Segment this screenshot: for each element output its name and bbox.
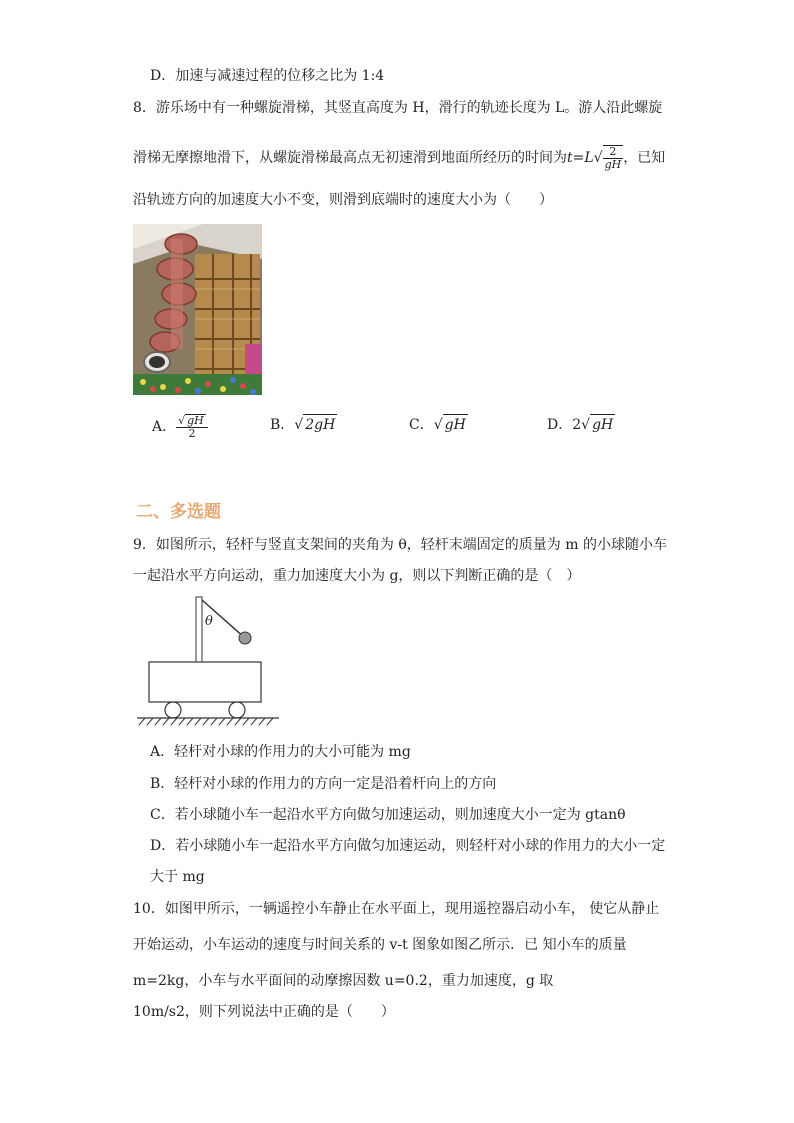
q8-time-formula: t=L (567, 150, 594, 166)
q7-option-d: D．加速与减速过程的位移之比为 1:4 (150, 68, 385, 84)
q8-option-a-num: gH (187, 414, 204, 427)
q8-option-b-expr: 2gH (303, 414, 337, 435)
q8-stem-line-2-text: 滑梯无摩擦地滑下，从螺旋滑梯最高点无初速滑到地面所经历的时间为 (133, 150, 567, 166)
q8-option-d[interactable] (547, 414, 615, 435)
sqrt-sign-icon: √ (593, 150, 603, 166)
spiral-slide-photo (133, 224, 262, 395)
q9-option-c[interactable]: C．若小球随小车一起沿水平方向做匀加速运动，则加速度大小一定为 gtanθ (150, 807, 626, 823)
sqrt-sign-icon: √ (581, 417, 591, 433)
q8-option-d-coef: 2 (572, 417, 582, 433)
q8-stem-line-1: 8．游乐场中有一种螺旋滑梯，其竖直高度为 H，滑行的轨迹长度为 L。游人沿此螺旋 (133, 100, 663, 116)
q9-option-a[interactable]: A．轻杆对小球的作用力的大小可能为 mg (150, 744, 411, 760)
q8-option-a[interactable] (152, 414, 208, 440)
q9-option-d[interactable]: D．若小球随小车一起沿水平方向做匀加速运动，则轻杆对小球的作用力的大小一定 (150, 838, 666, 854)
sqrt-sign-icon: √ (294, 417, 304, 433)
q8-option-c-expr: gH (443, 414, 468, 435)
q10-stem-line-1: 10．如图甲所示，一辆遥控小车静止在水平面上，现用遥控器启动小车， 使它从静止 (133, 901, 660, 917)
q9-stem-line-2: 一起沿水平方向运动，重力加速度大小为 g，则以下判断正确的是（ ） (133, 568, 581, 584)
q8-frac-num: 2 (603, 146, 624, 159)
q8-option-a-fraction (176, 414, 208, 440)
q8-option-b-label: B． (270, 417, 295, 433)
angle-theta-label: θ (205, 614, 213, 629)
q8-stem-line-3: 沿轨迹方向的加速度大小不变，则滑到底端时的速度大小为（ ） (133, 192, 553, 208)
q8-option-c-label: C． (409, 417, 434, 433)
q9-stem-line-1: 9．如图所示，轻杆与竖直支架间的夹角为 θ，轻杆末端固定的质量为 m 的小球随小车 (133, 537, 667, 553)
q10-stem-line-3: m=2kg，小车与水平面间的动摩擦因数 u=0.2，重力加速度，g 取 (133, 973, 554, 989)
sqrt-sign-icon: √ (178, 414, 186, 427)
q8-option-d-expr: gH (590, 414, 615, 435)
q9-option-b[interactable]: B．轻杆对小球的作用力的方向一定是沿着杆向上的方向 (150, 776, 497, 792)
q10-stem-line-2: 开始运动，小车运动的速度与时间关系的 v-t 图象如图乙所示．已 知小车的质量 (133, 937, 627, 953)
q8-frac-den: gH (604, 158, 622, 171)
q8-time-fraction (603, 145, 624, 171)
q10-stem-line-4: 10m/s2，则下列说法中正确的是（ ） (133, 1004, 395, 1020)
section-title-multiple-choice: 二、多选题 (136, 502, 221, 522)
q8-stem-line-2 (133, 145, 665, 171)
q9-option-d-continued: 大于 mg (150, 869, 205, 885)
q8-option-b[interactable] (270, 414, 337, 435)
q8-option-d-label: D． (547, 417, 573, 433)
q8-option-a-den: 2 (188, 427, 196, 440)
q8-option-a-label: A． (152, 419, 177, 435)
sqrt-sign-icon: √ (433, 417, 443, 433)
cart-rod-ball-diagram (133, 592, 283, 727)
q8-option-c[interactable] (409, 414, 468, 435)
q8-stem-line-2-post: ，已知 (623, 150, 666, 166)
